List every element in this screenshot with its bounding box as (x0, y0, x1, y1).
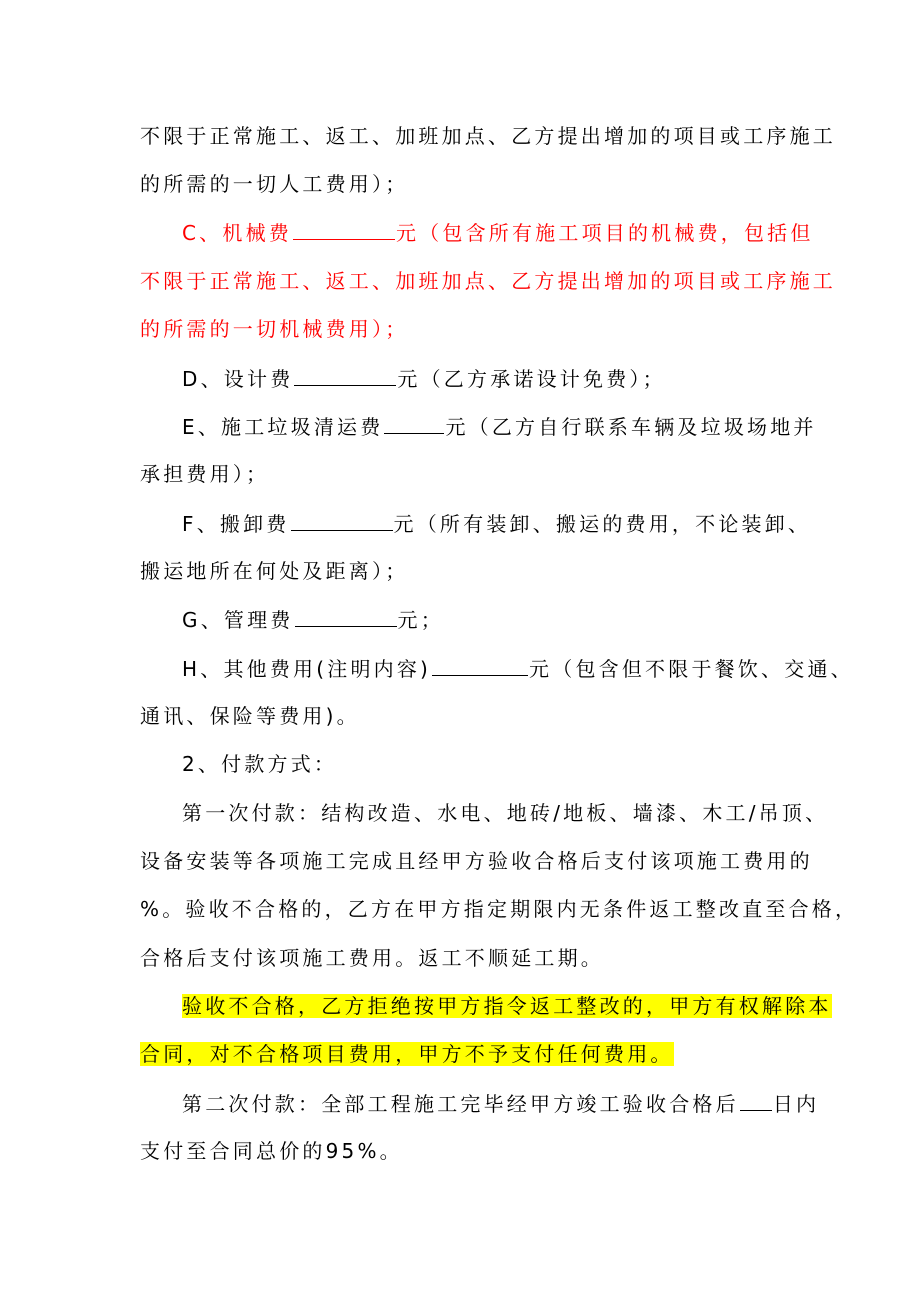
item-c-machinery-fee (182, 217, 814, 247)
item-d-label: D、设计费 (182, 367, 294, 391)
second-payment-days-blank (740, 1088, 772, 1111)
highlighted-clause-line-1 (182, 991, 832, 1021)
item-h-amount-blank (432, 653, 528, 676)
second-payment-line-1 (182, 1088, 819, 1118)
item-h-text: 元（包含但不限于餐饮、交通、 (529, 657, 854, 681)
item-g-management-fee (182, 604, 444, 634)
second-payment-text: 第二次付款：全部工程施工完毕经甲方竣工验收合格后 (182, 1092, 739, 1116)
item-e-label: E、施工垃圾清运费 (182, 415, 384, 439)
first-payment-line-1: 第一次付款：结构改造、水电、地砖/地板、墙漆、木工/吊顶、 (182, 801, 829, 825)
item-c-amount-blank (293, 217, 395, 240)
item-f-label: F、搬卸费 (182, 512, 290, 536)
second-payment-line-2: 支付至合同总价的95%。 (140, 1139, 403, 1163)
item-d-amount-blank (294, 363, 396, 386)
item-c-line-2: 不限于正常施工、返工、加班加点、乙方提出增加的项目或工序施工 (140, 269, 836, 293)
item-h-other-fees (182, 653, 854, 683)
item-b-continuation-line-1: 不限于正常施工、返工、加班加点、乙方提出增加的项目或工序施工 (140, 124, 836, 148)
item-d-text: 元（乙方承诺设计免费）； (397, 367, 666, 391)
item-g-label: G、管理费 (182, 608, 294, 632)
highlighted-clause-text-1: 验收不合格，乙方拒绝按甲方指令返工整改的，甲方有权解除本 (182, 994, 832, 1018)
item-h-line-2: 通讯、保险等费用)。 (140, 704, 360, 728)
item-e-text: 元（乙方自行联系车辆及垃圾场地并 (445, 415, 817, 439)
highlighted-clause-line-2 (140, 1039, 674, 1069)
item-c-line-3: 的所需的一切机械费用）； (140, 317, 409, 341)
item-h-label: H、其他费用(注明内容) (182, 657, 432, 681)
item-f-handling-fee (182, 508, 811, 538)
highlighted-clause-text-2: 合同，对不合格项目费用，甲方不予支付任何费用。 (140, 1042, 674, 1066)
item-e-line-2: 承担费用）； (140, 462, 270, 486)
item-e-amount-blank (384, 411, 444, 434)
item-g-text: 元； (397, 608, 444, 632)
item-c-text: 元（包含所有施工项目的机械费，包括但 (395, 221, 814, 245)
item-f-text: 元（所有装卸、搬运的费用，不论装卸、 (393, 512, 812, 536)
first-payment-line-2: 设备安装等各项施工完成且经甲方验收合格后支付该项施工费用的 (140, 849, 813, 873)
item-b-continuation-line-2: 的所需的一切人工费用）； (140, 172, 409, 196)
item-g-amount-blank (295, 604, 397, 627)
first-payment-line-4: 合格后支付该项施工费用。返工不顺延工期。 (140, 946, 604, 970)
item-e-waste-removal-fee (182, 411, 817, 441)
first-payment-line-3: %。验收不合格的，乙方在甲方指定期限内无条件返工整改直至合格， (140, 897, 859, 921)
second-payment-days-label: 日内 (772, 1092, 820, 1116)
payment-method-heading: 2、付款方式： (182, 752, 338, 776)
item-d-design-fee (182, 363, 666, 393)
item-f-line-2: 搬运地所在何处及距离）； (140, 559, 409, 583)
item-c-label: C、机械费 (182, 221, 292, 245)
item-f-amount-blank (291, 508, 393, 531)
